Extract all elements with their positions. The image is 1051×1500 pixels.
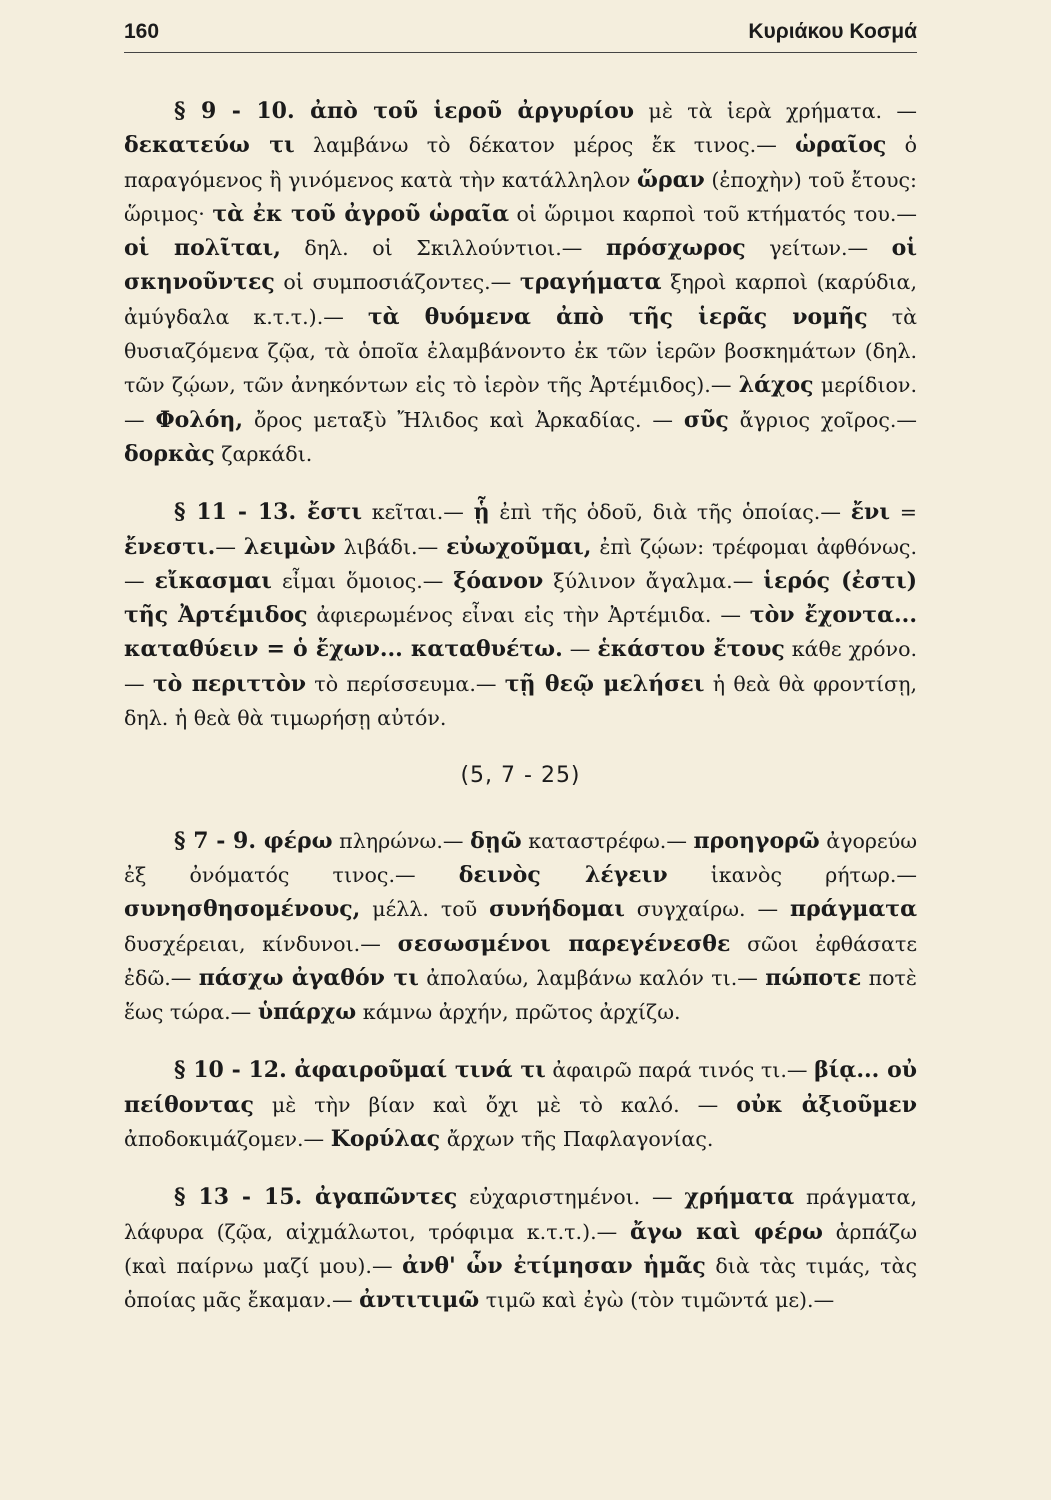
gloss-term: ἀντιτιμῶ xyxy=(359,1287,480,1314)
gloss-definition: ὄρος μεταξὺ Ἤλιδος καὶ Ἀρκαδίας. — xyxy=(243,407,684,432)
gloss-definition: — xyxy=(215,534,244,559)
gloss-term: ᾗ xyxy=(473,499,490,526)
gloss-definition: σῶοι ἐφθάσατε ἐδῶ.— xyxy=(124,931,918,990)
gloss-term: οἱ σκηνοῦντες xyxy=(124,235,917,296)
gloss-term: πράγματα xyxy=(790,896,917,923)
gloss-paragraph-10-12 xyxy=(124,1053,917,1156)
gloss-definition: διὰ τὰς τιμάς, τὰς ὁποίας μᾶς ἔκαμαν.— xyxy=(124,1253,917,1313)
gloss-term: ὥραν xyxy=(637,166,705,193)
gloss-term: πάσχω ἀγαθόν τι xyxy=(198,964,419,991)
gloss-term: ἔνι xyxy=(850,499,890,526)
gloss-definition: τὰ θυσιαζόμενα ζῷα, τὰ ὁποῖα ἐλαμβάνοντο ἐκ τῶν ἱερῶν βοσκημάτων (δηλ. τῶν ζῴων, τῶν ἀνηκόντων εἰς τὸ ἱερὸν τῆς Ἀρτέμιδος).— xyxy=(124,304,917,398)
gloss-definition: κάμνω ἀρχήν, πρῶτος ἀρχίζω. xyxy=(356,1000,681,1025)
gloss-term: τῇ θεῷ μελήσει xyxy=(504,670,705,697)
gloss-term: σῦς xyxy=(683,406,729,433)
gloss-definition: ποτὲ ἕως τώρα.— xyxy=(124,965,917,1025)
gloss-definition: ἄγριος χοῖρος.— xyxy=(728,407,918,432)
gloss-definition: οἱ συμποσιάζοντες.— xyxy=(274,270,520,295)
gloss-definition: κάθε χρόνο.— xyxy=(124,637,918,696)
running-title: Κυριάκου Κοσμά xyxy=(748,20,917,43)
gloss-definition: ξηροὶ καρποὶ (καρύδια, ἀμύγδαλα κ.τ.τ.).— xyxy=(124,270,918,329)
gloss-definition: λιβάδι.— xyxy=(335,534,447,559)
gloss-definition: οἱ ὥριμοι καρποὶ τοῦ κτήματός του.— xyxy=(509,201,918,226)
gloss-definition: ἀφιερωμένος εἶναι εἰς τὴν Ἀρτέμιδα. — xyxy=(307,603,750,628)
gloss-term: § 11 - 13. ἔστι xyxy=(174,499,363,526)
gloss-term: χρήματα xyxy=(684,1184,795,1211)
gloss-term: ἑκάστου ἔτους xyxy=(597,636,785,663)
gloss-term: συνησθησομένους, xyxy=(124,896,361,923)
section-reference: (5, 7 - 25) xyxy=(460,763,581,789)
gloss-term: ξόανον xyxy=(453,567,544,594)
gloss-definition: εὐχαριστημένοι. — xyxy=(457,1185,685,1210)
gloss-definition: ζαρκάδι. xyxy=(214,441,313,466)
gloss-term: δῃῶ xyxy=(470,827,522,854)
gloss-definition: μέλλ. τοῦ xyxy=(360,897,490,922)
gloss-definition: πράγματα, λάφυρα (ζῷα, αἰχμάλωτοι, τρόφιμα κ.τ.τ.).— xyxy=(124,1185,917,1244)
gloss-term: § 10 - 12. ἀφαιροῦμαί τινά τι xyxy=(174,1057,546,1084)
gloss-term: δορκὰς xyxy=(124,440,215,467)
gloss-term: πρόσχωρος xyxy=(605,235,746,262)
gloss-definition: δηλ. οἱ Σκιλλούντιοι.— xyxy=(280,236,606,261)
gloss-definition: δυσχέρειαι, κίνδυνοι.— xyxy=(124,931,398,956)
gloss-definition: ἀγορεύω ἐξ ὀνόματός τινος.— xyxy=(124,828,918,887)
gloss-term: λειμὼν xyxy=(243,533,336,560)
page-body xyxy=(124,94,917,1342)
gloss-term: τὸ περιττὸν xyxy=(152,670,307,697)
gloss-definition: ὁ παραγόμενος ἢ γινόμενος κατὰ τὴν κατάλληλον xyxy=(124,133,917,192)
gloss-term: Κορύλας xyxy=(330,1126,441,1153)
gloss-definition: συγχαίρω. — xyxy=(624,897,791,922)
gloss-term: τραγήματα xyxy=(519,269,662,296)
gloss-term: ὡραῖος xyxy=(795,132,887,159)
gloss-term: βίᾳ... οὐ πείθοντας xyxy=(124,1057,918,1118)
gloss-definition: ἐπὶ ζῴων: τρέφομαι ἀφθόνως.— xyxy=(124,534,917,593)
gloss-definition: ἀποδοκιμάζομεν.— xyxy=(124,1127,331,1152)
gloss-term: ἱερός (ἐστι) τῆς Ἀρτέμιδος xyxy=(124,567,917,629)
gloss-definition: τὸ περίσσευμα.— xyxy=(306,671,505,696)
gloss-term: τὸν ἔχοντα... καταθύειν = ὁ ἔχων... καταθυέτω. xyxy=(124,602,917,663)
gloss-term: § 9 - 10. ἀπὸ τοῦ ἱεροῦ ἀργυρίου xyxy=(174,98,635,124)
gloss-definition: (ἐποχὴν) τοῦ ἔτους: ὥριμος· xyxy=(124,167,917,226)
gloss-definition: γείτων.— xyxy=(745,236,892,261)
gloss-term: Φολόη, xyxy=(155,406,244,433)
gloss-term: τὰ θυόμενα ἀπὸ τῆς ἱερᾶς νομῆς xyxy=(367,303,868,330)
running-header xyxy=(124,18,917,53)
gloss-paragraph-11-13 xyxy=(124,495,917,735)
gloss-definition: μερίδιον.— xyxy=(124,373,917,432)
gloss-term: ἀνθ' ὧν ἐτίμησαν ἡμᾶς xyxy=(402,1252,706,1279)
gloss-term: οἱ πολῖται, xyxy=(124,235,281,262)
gloss-definition: ξύλινον ἄγαλμα.— xyxy=(543,568,764,593)
gloss-term: ὑπάρχω xyxy=(257,999,357,1026)
gloss-term: δεκατεύω τι xyxy=(124,132,295,159)
gloss-term: οὐκ ἀξιοῦμεν xyxy=(736,1091,918,1118)
gloss-definition: ἄρχων τῆς Παφλαγονίας. xyxy=(440,1127,714,1152)
gloss-definition: ἀπολαύω, λαμβάνω καλόν τι.— xyxy=(418,965,766,990)
gloss-term: τὰ ἐκ τοῦ ἀγροῦ ὡραῖα xyxy=(212,200,510,227)
gloss-definition: κεῖται.— xyxy=(362,500,474,525)
gloss-term: δεινὸς λέγειν xyxy=(458,861,668,888)
gloss-term: § 7 - 9. φέρω xyxy=(174,827,333,854)
gloss-term: § 13 - 15. ἀγαπῶντες xyxy=(174,1184,458,1211)
gloss-definition: = xyxy=(889,500,917,525)
gloss-definition: μὲ τὰ ἱερὰ χρήματα. — xyxy=(634,99,917,123)
gloss-paragraph-7-9 xyxy=(124,824,917,1030)
gloss-paragraph-9-10 xyxy=(124,94,917,471)
gloss-term: πώποτε xyxy=(765,964,862,991)
page-number: 160 xyxy=(124,20,160,43)
gloss-definition: τιμῶ καὶ ἐγὼ (τὸν τιμῶντά με).— xyxy=(479,1288,835,1313)
gloss-definition: ἁρπάζω (καὶ παίρνω μαζί μου).— xyxy=(124,1219,918,1278)
gloss-definition: ἀφαιρῶ παρά τινός τι.— xyxy=(545,1058,815,1083)
gloss-definition: ἐπὶ τῆς ὁδοῦ, διὰ τῆς ὁποίας.— xyxy=(489,500,851,525)
gloss-definition: μὲ τὴν βίαν καὶ ὄχι μὲ τὸ καλό. — xyxy=(253,1092,737,1117)
gloss-definition: πληρώνω.— xyxy=(332,828,471,853)
gloss-definition: ἡ θεὰ θὰ φροντίσῃ, δηλ. ἡ θεὰ θὰ τιμωρήσῃ αὐτόν. xyxy=(124,671,918,731)
gloss-term: ἄγω καὶ φέρω xyxy=(629,1218,823,1245)
gloss-paragraph-13-15 xyxy=(124,1180,917,1317)
gloss-term: λάχος xyxy=(738,372,814,399)
gloss-definition: ἱκανὸς ρήτωρ.— xyxy=(667,862,917,887)
gloss-definition: λαμβάνω τὸ δέκατον μέρος ἔκ τινος.— xyxy=(294,133,796,158)
gloss-definition: — xyxy=(562,637,598,662)
gloss-term: εἴκασμαι xyxy=(154,567,272,594)
gloss-term: συνήδομαι xyxy=(489,896,625,923)
gloss-definition: εἶμαι ὅμοιος.— xyxy=(271,568,454,593)
gloss-term: ἔνεστι. xyxy=(124,533,216,560)
gloss-term: εὐωχοῦμαι, xyxy=(446,533,592,560)
gloss-term: προηγορῶ xyxy=(693,827,820,854)
gloss-term: σεσωσμένοι παρεγένεσθε xyxy=(397,930,731,957)
gloss-definition: καταστρέφω.— xyxy=(521,828,694,853)
